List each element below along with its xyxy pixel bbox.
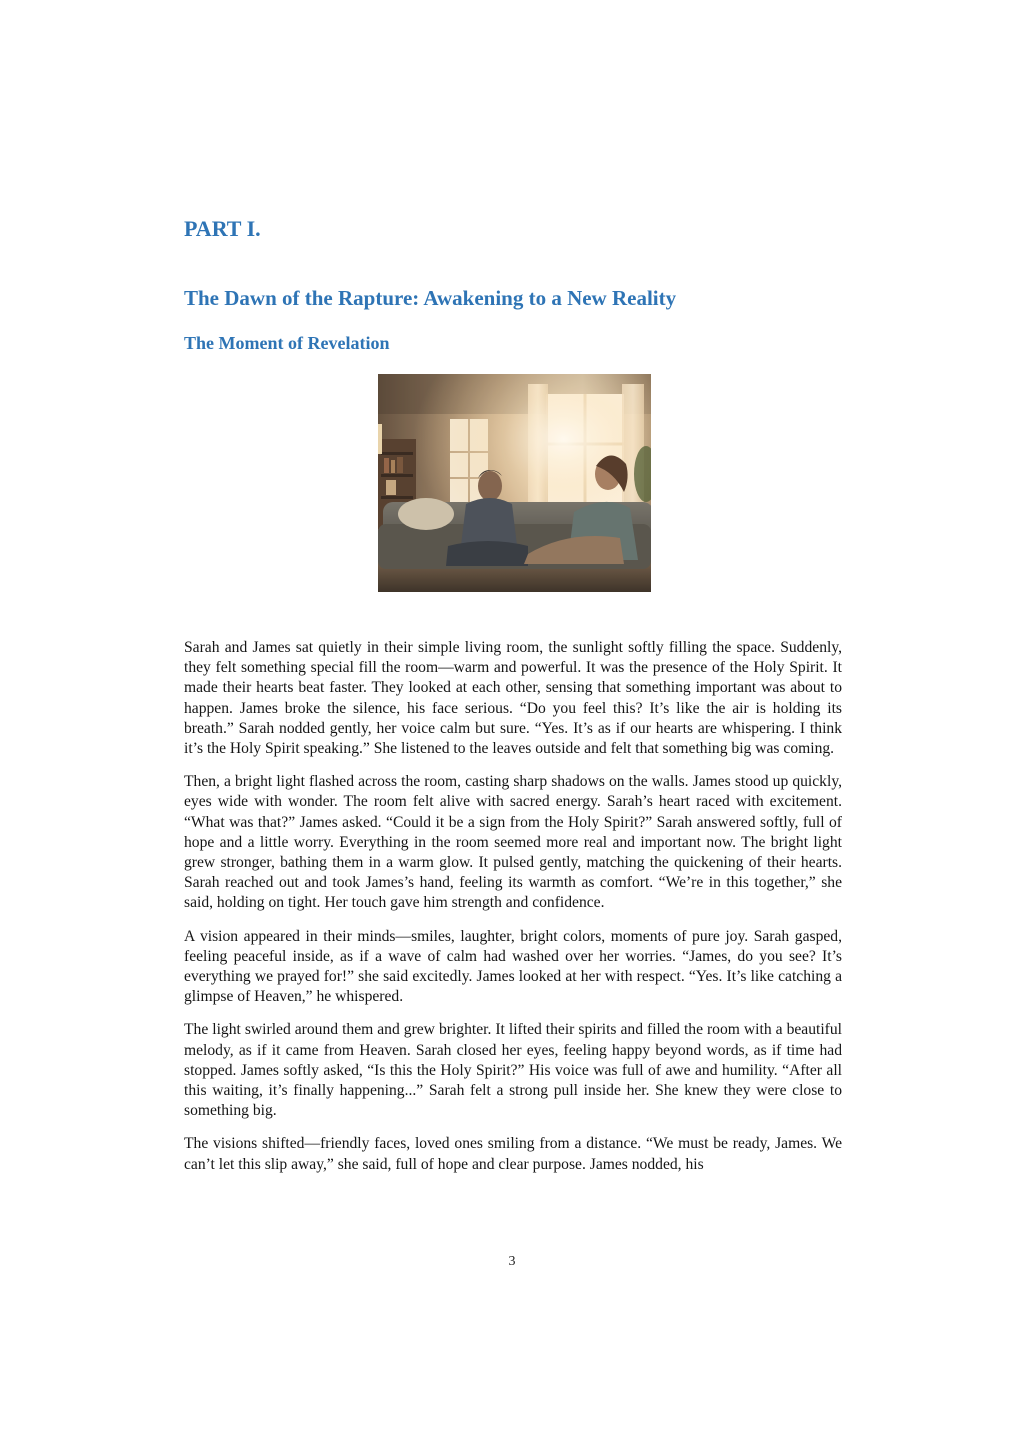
body-text [184,638,842,1188]
part-title: PART I. [184,216,261,241]
paragraph-2: Then, a bright light flashed across the room, casting sharp shadows on the walls. James stood up quickly, eyes wide with wonder. The room felt alive with sacred energy. Sarah’s heart raced with excitement. “What was that?” James asked. “Could it be a sign from the Holy Spirit?” Sarah answered softly, full of hope and a little worry. Everything in the room seemed more real and important now. The bright light grew stronger, bathing them in a warm glow. It pulsed gently, matching the quickening of their hearts. Sarah reached out and took James’s hand, feeling its warmth as comfort. “We’re in this together,” she said, holding on tight. Her touch gave him strength and confidence. [184,773,842,912]
paragraph-3: A vision appeared in their minds—smiles, laughter, bright colors, moments of pure joy. Sarah gasped, feeling peaceful inside, as if a wave of calm had washed over her worries. “James, do you see? It’s everything we prayed for!” she said excitedly. James looked at her with respect. “Yes. It’s like catching a glimpse of Heaven,” he whispered. [184,927,842,1006]
paragraph-4: The light swirled around them and grew brighter. It lifted their spirits and filled the room with a beautiful melody, as if it came from Heaven. Sarah closed her eyes, feeling happy beyond words, as if time had stopped. James softly asked, “Is this the Holy Spirit?” His voice was full of awe and humility. “After all this waiting, it’s finally happening...” Sarah felt a strong pull inside her. She knew they were close to something big. [184,1021,842,1120]
illustration-couple-in-living-room [378,374,651,592]
section-title: The Moment of Revelation [184,333,390,353]
heading-block [184,214,842,356]
page-number: 3 [508,1254,516,1269]
paragraph-5: The visions shifted—friendly faces, loved ones smiling from a distance. “We must be ready, James. We can’t let this slip away,” she said, full of hope and clear purpose. James nodded, his [184,1135,842,1173]
paragraph-1: Sarah and James sat quietly in their simple living room, the sunlight softly filling the space. Suddenly, they felt something special fill the room—warm and powerful. It was the presence of the Holy Spirit. It made their hearts beat faster. They looked at each other, sensing that something important was about to happen. James broke the silence, his face serious. “Do you feel this? It’s like the air is holding its breath.” Sarah nodded gently, her voice calm but sure. “Yes. It’s as if our hearts are whispering. I think it’s the Holy Spirit speaking.” She listened to the leaves outside and felt that something big was coming. [184,639,842,758]
chapter-title: The Dawn of the Rapture: Awakening to a New Reality [184,286,677,310]
